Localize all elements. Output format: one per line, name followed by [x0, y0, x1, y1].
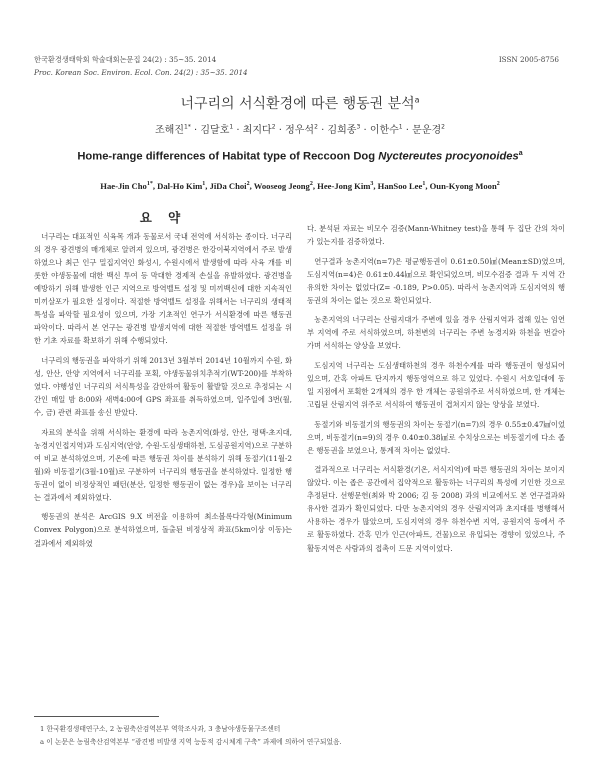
author-ko-name: 조해진 — [155, 125, 184, 136]
footnote-funding: a 이 논문은 농림축산검역본부 “광견병 비발생 지역 능동적 감시체계 구축” 과제에 의하여 연구되었음. — [40, 738, 342, 746]
author-ko-separator: · — [402, 125, 413, 136]
abstract-right-paragraph: 결과적으로 너구리는 서식환경(기온, 서식지역)에 따른 행동권의 차이는 보이지 않았다. 이는 좁은 공간에서 집약적으로 활동하는 너구리의 특성에 기인한 것으로 추정된다. 선행문헌(최와 박 2006; 김 등 2008) 과의 비교에서도 본 연구결과와 유사한 결과가 확인되었다. 다만 농촌지역의 경우 산림지역과 초지대를 병행해서 사용하는 경우가 많았으며, 도심지역의 경우 하천수변 지역, 공원지역 등에서 주로 활동하였다. 간혹 민가 인근(아파트, 건물)으로 유입되는 경향이 있었으나, 주 활동지역은 사람과의 접촉이 드문 지역이었다. — [307, 465, 565, 553]
author-en-separator: , — [425, 181, 430, 191]
authors-korean — [0, 121, 600, 136]
abstract-left-column — [34, 230, 292, 550]
title-korean-text: 너구리의 서식환경에 따른 행동권 분석 — [180, 96, 415, 112]
author-en-name: JiDa Choi — [209, 181, 247, 191]
author-ko-name: 김달호 — [200, 125, 230, 136]
abstract-heading: 요 약 — [139, 210, 187, 225]
author-ko-separator: · — [190, 125, 201, 136]
author-en-name: HanSoo Lee — [377, 181, 423, 191]
author-ko-separator: · — [360, 125, 370, 136]
footnote-affiliations: 1 한국환경생태연구소, 2 농림축산검역본부 역학조사과, 3 충남야생동물구조센터 — [40, 725, 281, 733]
author-en-name: Hae-Jin Cho — [100, 181, 147, 191]
title-english-main: Home-range differences of Habitat type of Reccoon Dog — [77, 150, 379, 163]
abstract-left-paragraph: 너구리는 대표적인 식육목 개과 동물로서 국내 전역에 서식하는 종이다. 너구리의 경우 광견병의 매개체로 알려져 있으며, 광견병은 한강이북지역에서 주로 발생하였으나 최근 인구 밀집지역인 화성시, 수원시에서 발생함에 따라 사육 개를 비롯한 야생동물에 대한 백신 투여 등 막대한 경제적 손실을 유발하였다. 광견병을 예방하기 위해 발생한 인근 지역으로 방역벨트 설정 및 미끼백신에 대한 지속적인 미끼살포가 필요한 실정이다. 적절한 방역벨트 설정을 위해서는 너구리의 생태적 특성을 파악할 필요성이 있으며, 가장 기초적인 연구가 서식환경에 따른 행동권 파악이다. 따라서 본 연구는 광견병 발생지역에 대한 적절한 방역벨트 설정을 위한 기초 자료를 확보하기 위해 수행되었다. — [34, 232, 292, 346]
author-en-affiliation-sup: 2 — [496, 181, 500, 188]
journal-header-ko: 한국환경생태학회 학술대회논문집 24(2) : 35~35. 2014 — [34, 55, 217, 64]
author-ko-affiliation-sup: 1 — [398, 123, 403, 131]
author-en-separator: , — [373, 181, 378, 191]
abstract-right-paragraph: 도심지역 너구리는 도심생태하천의 경우 하천수계를 따라 행동권이 형성되어 있으며, 간혹 아파트 단지까지 행동영역으로 하고 있었다. 수원시 서호일대에 동일 지점에서 포획한 2개체의 경우 한 개체는 공원위주로 서식하였으며, 한 개체는 고립된 산림지역 위주로 서식하여 행동권이 겹쳐지지 않는 양상을 보였다. — [307, 360, 565, 410]
author-ko-affiliation-sup: 2 — [271, 123, 276, 131]
author-en-affiliation-sup: 2 — [309, 181, 313, 188]
issn: ISSN 2005-8756 — [498, 55, 559, 64]
author-ko-affiliation-sup: 3 — [356, 123, 361, 131]
author-en-name: Dal-Ho Kim — [157, 181, 203, 191]
abstract-left-paragraph: 자료의 분석을 위해 서식하는 환경에 따라 농촌지역(화성, 안산, 평택-초지대, 농경지인접지역)과 도심지역(안양, 수원-도심생태하천, 도심공원지역)으로 구분하여 비교 분석하였으며, 기온에 따른 행동권 차이를 분석하기 위해 동절기(11월-2월)와 비동절기(3월-10월)로 구분하여 너구리의 행동권을 분석하였다. 일정한 행동권이 없이 비정상적인 패턴(분산, 일정한 행동권이 없는 경우)을 보이는 너구리는 결과에서 제외하였다. — [34, 427, 292, 502]
author-ko-affiliation-sup: 2 — [314, 123, 318, 131]
title-korean — [0, 93, 600, 113]
author-ko-name: 문운경 — [412, 125, 442, 136]
author-ko-separator: · — [233, 125, 243, 136]
footnote-rule — [34, 716, 159, 717]
author-en-affiliation-sup: 1 — [422, 181, 426, 188]
authors-english — [0, 181, 600, 191]
title-english — [0, 150, 600, 163]
author-ko-name: 최지다 — [242, 125, 272, 136]
author-en-name: Wooseog Jeong — [253, 181, 310, 191]
title-korean-sup: a — [414, 95, 420, 105]
author-en-affiliation-sup: 2 — [246, 181, 250, 188]
author-en-separator: , — [205, 181, 210, 191]
abstract-right-paragraph: 다. 분석된 자료는 비모수 검증(Mann-Whitney test)을 통해 두 집단 간의 차이가 있는지를 검증하였다. — [307, 224, 565, 247]
abstract-left-paragraph: 행동권의 분석은 ArcGIS 9.X 버전을 이용하여 최소볼록다각형(Minimum Convex Polygon)으로 분석하였으며, 돌출된 비정상적 좌표(5km이상 이동)는 결과에서 제외하였 — [34, 512, 292, 548]
abstract-left-paragraph: 너구리의 행동권을 파악하기 위해 2013년 3월부터 2014년 10월까지 수원, 화성, 안산, 안양 지역에서 너구리를 포획, 야생동물위치추적기(WT-200)를 부착하였다. 야행성인 너구리의 서식특성을 감안하여 활동이 활발할 것으로 추정되는 시간인 매일 밤 8:00와 새벽4:00에 GPS 좌표를 취득하였으며, 일주일에 3번(월, 수, 금) 관련 좌표를 송신 받았다. — [34, 355, 292, 418]
author-en-affiliation-sup: 1* — [146, 181, 153, 188]
author-ko-name: 김희종 — [327, 125, 357, 136]
abstract-right-paragraph: 농촌지역의 너구리는 산림지대가 주변에 있을 경우 산림지역과 접해 있는 임연부 지역에 주로 서식하였으며, 하천변의 너구리는 주변 농경지와 하천을 번갈아 가며 서식하는 양상을 보였다. — [307, 315, 565, 351]
author-ko-name: 정우석 — [285, 125, 315, 136]
title-english-sup: a — [518, 150, 523, 157]
author-en-separator: , — [312, 181, 318, 191]
abstract-right-paragraph: 연구결과 농촌지역(n=7)은 평균행동권이 0.61±0.50㎢(Mean±SD)였으며, 도심지역(n=4)은 0.61±0.44㎢으로 확인되었으며, 비모수검증 결과 두 지역 간 유의한 차이는 없었다(Z= -0.189, P>0.05). 따라서 농촌지역과 도심지역의 행동권의 차이는 없는 것으로 확인되었다. — [307, 256, 565, 305]
author-en-name: Oun-Kyong Moon — [429, 181, 497, 191]
abstract-right-column — [307, 222, 565, 555]
abstract-right-paragraph: 동절기와 비동절기의 행동권의 차이는 동절기(n=7)의 경우 0.55±0.47㎢이었으며, 비동절기(n=9)의 경우 0.40±0.38㎢로 수치상으로는 비동절기에 다소 좁은 행동권을 보였으나, 통계적 차이는 없었다. — [307, 419, 565, 455]
author-en-affiliation-sup: 1 — [202, 181, 206, 188]
author-en-separator: , — [152, 181, 158, 191]
author-en-affiliation-sup: 3 — [370, 181, 374, 188]
author-ko-affiliation-sup: 2 — [441, 123, 445, 131]
journal-header-en: Proc. Korean Soc. Environ. Ecol. Con. 24(2) : 35~35. 2014 — [34, 68, 248, 77]
author-ko-separator: · — [317, 125, 328, 136]
title-english-species: Nyctereutes procyonoides — [378, 150, 519, 163]
author-ko-affiliation-sup: 1* — [184, 123, 191, 131]
author-en-separator: , — [249, 181, 254, 191]
author-ko-name: 이한수 — [369, 125, 399, 136]
author-ko-affiliation-sup: 1 — [229, 123, 234, 131]
author-ko-separator: · — [275, 125, 286, 136]
author-en-name: Hee-Jong Kim — [317, 181, 371, 191]
